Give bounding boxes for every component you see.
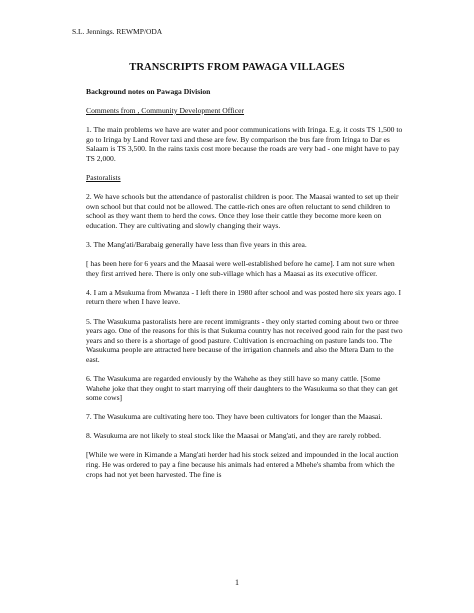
page-number: 1 bbox=[235, 578, 239, 587]
paragraph: 8. Wasukuma are not likely to steal stock like the Maasai or Mang'ati, and they are rarely robbed. bbox=[86, 431, 381, 441]
paragraph: 6. The Wasukuma are regarded enviously by the Wahehe as they still have so many cattle. [Some Wahehe joke that they ought to start marrying off their daughters to the Wasukuma so that they can get some cows] bbox=[86, 373, 398, 403]
section-heading: Background notes on Pawaga Division bbox=[86, 87, 211, 96]
subheading-cdo: Comments from , Community Development Officer bbox=[86, 106, 245, 116]
subheading-pastoralists: Pastoralists bbox=[86, 173, 121, 183]
paragraph: 4. I am a Msukuma from Mwanza - I left there in 1980 after school and was posted here six years ago. I return there when I have leave. bbox=[86, 287, 402, 307]
paragraph: 7. The Wasukuma are cultivating here too. They have been cultivators for longer than the Maasai. bbox=[86, 412, 383, 422]
running-header: S.L. Jennings. REWMP/ODA bbox=[72, 27, 163, 36]
paragraph: 1. The main problems we have are water and poor communications with Iringa. E.g. it costs TS 1,500 to go to Iringa by Land Rover taxi and these are few. By comparison the bus fare from Iringa to Dar es Salaam is TS 3,500. In the rains taxis cost more because the roads are very bad - one might have to pay TS 2,000. bbox=[86, 125, 403, 163]
paragraph: 5. The Wasukuma pastoralists here are recent immigrants - they only started coming about two or three years ago. One of the reasons for this is that Sukuma country has not received good rain for the past two years and so there is a shortage of good pasture. Cultivation is encroaching on pasture lands too. The Wasukuma people are attracted here because of the irrigation channels and also the Mtera Dam to the east. bbox=[86, 316, 403, 364]
document-body bbox=[86, 87, 404, 489]
document-title: TRANSCRIPTS FROM PAWAGA VILLAGES bbox=[129, 62, 345, 73]
paragraph: 2. We have schools but the attendance of pastoralist children is poor. The Maasai wanted to set up their own school but that could not be allowed. The cattle-rich ones are often reluctant to send children to school as they want them to herd the cows. Once they lose their cattle they become more keen on education. They are cultivating and slowly changing their ways. bbox=[86, 192, 399, 230]
paragraph: [While we were in Kimande a Mang'ati herder had his stock seized and impounded in the local auction ring. He was ordered to pay a fine because his animals had entered a Mhehe's shamba from which the crops had not yet been harvested. The fine is bbox=[86, 450, 399, 479]
paragraph: [ has been here for 6 years and the Maasai were well-established before he came]. I am not sure when they first arrived here. There is only one sub-village which has a Maasai as its executive officer. bbox=[86, 259, 395, 278]
paragraph: 3. The Mang'ati/Barabaig generally have less than five years in this area. bbox=[86, 240, 307, 250]
